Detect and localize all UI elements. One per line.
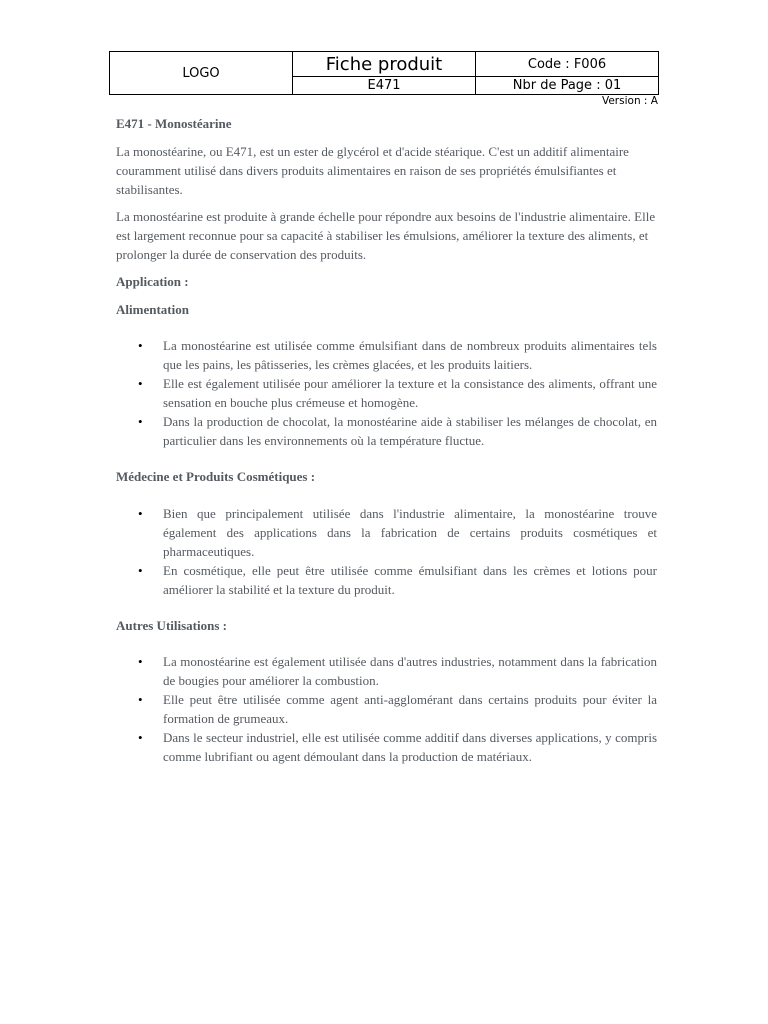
- document-type-title: Fiche produit: [293, 52, 476, 77]
- section-heading-medecine: Médecine et Produits Cosmétiques :: [116, 469, 316, 484]
- list-item: • Dans la production de chocolat, la monostéarine aide à stabiliser les mélanges de chocolat, en particulier dans les environnements où la température fluctue.: [116, 412, 657, 450]
- intro-paragraph: La monostéarine, ou E471, est un ester de glycérol et d'acide stéarique. C'est un additif alimentaire couramment utilisé dans divers produits alimentaires en raison de ses propriétés émulsifiantes et stabilisantes.: [116, 144, 629, 197]
- list-item: • Bien que principalement utilisée dans l'industrie alimentaire, la monostéarine trouve également des applications dans la fabrication de certains produits cosmétiques et pharmaceutiques.: [116, 504, 657, 561]
- list-item: • Elle peut être utilisée comme agent anti-agglomérant dans certains produits pour éviter la formation de grumeaux.: [116, 690, 657, 728]
- list-item: • En cosmétique, elle peut être utilisée comme émulsifiant dans les crèmes et lotions pour améliorer la stabilité et la texture du produit.: [116, 561, 657, 599]
- document-body: [116, 114, 657, 766]
- product-code: E471: [293, 77, 476, 95]
- alimentation-list: [116, 336, 657, 450]
- section-heading-alimentation: Alimentation: [116, 302, 189, 317]
- version-label: Version : A: [601, 95, 658, 107]
- intro-paragraph: La monostéarine est produite à grande échelle pour répondre aux besoins de l'industrie alimentaire. Elle est largement reconnue pour sa capacité à stabiliser les émulsions, améliorer la texture des aliments, et prolonger la durée de conservation des produits.: [116, 209, 656, 262]
- document-title: E471 - Monostéarine: [116, 116, 232, 131]
- section-heading-autres: Autres Utilisations :: [116, 618, 227, 633]
- list-item: • Dans le secteur industriel, elle est utilisée comme additif dans diverses applications, y compris comme lubrifiant ou agent démoulant dans la production de matériaux.: [116, 728, 657, 766]
- medecine-list: [116, 504, 657, 599]
- list-item: • Elle est également utilisée pour améliorer la texture et la consistance des aliments, offrant une sensation en bouche plus crémeuse et homogène.: [116, 374, 657, 412]
- logo: LOGO: [110, 52, 293, 95]
- list-item: • La monostéarine est également utilisée dans d'autres industries, notamment dans la fabrication de bougies pour améliorer la combustion.: [116, 652, 657, 690]
- page-count: Nbr de Page : 01: [476, 77, 659, 95]
- autres-list: [116, 652, 657, 766]
- application-heading: Application :: [116, 274, 189, 289]
- document-code: Code : F006: [476, 52, 659, 77]
- list-item: • La monostéarine est utilisée comme émulsifiant dans de nombreux produits alimentaires tels que les pains, les pâtisseries, les crèmes glacées, et les produits laitiers.: [116, 336, 657, 374]
- header-table: [109, 51, 659, 95]
